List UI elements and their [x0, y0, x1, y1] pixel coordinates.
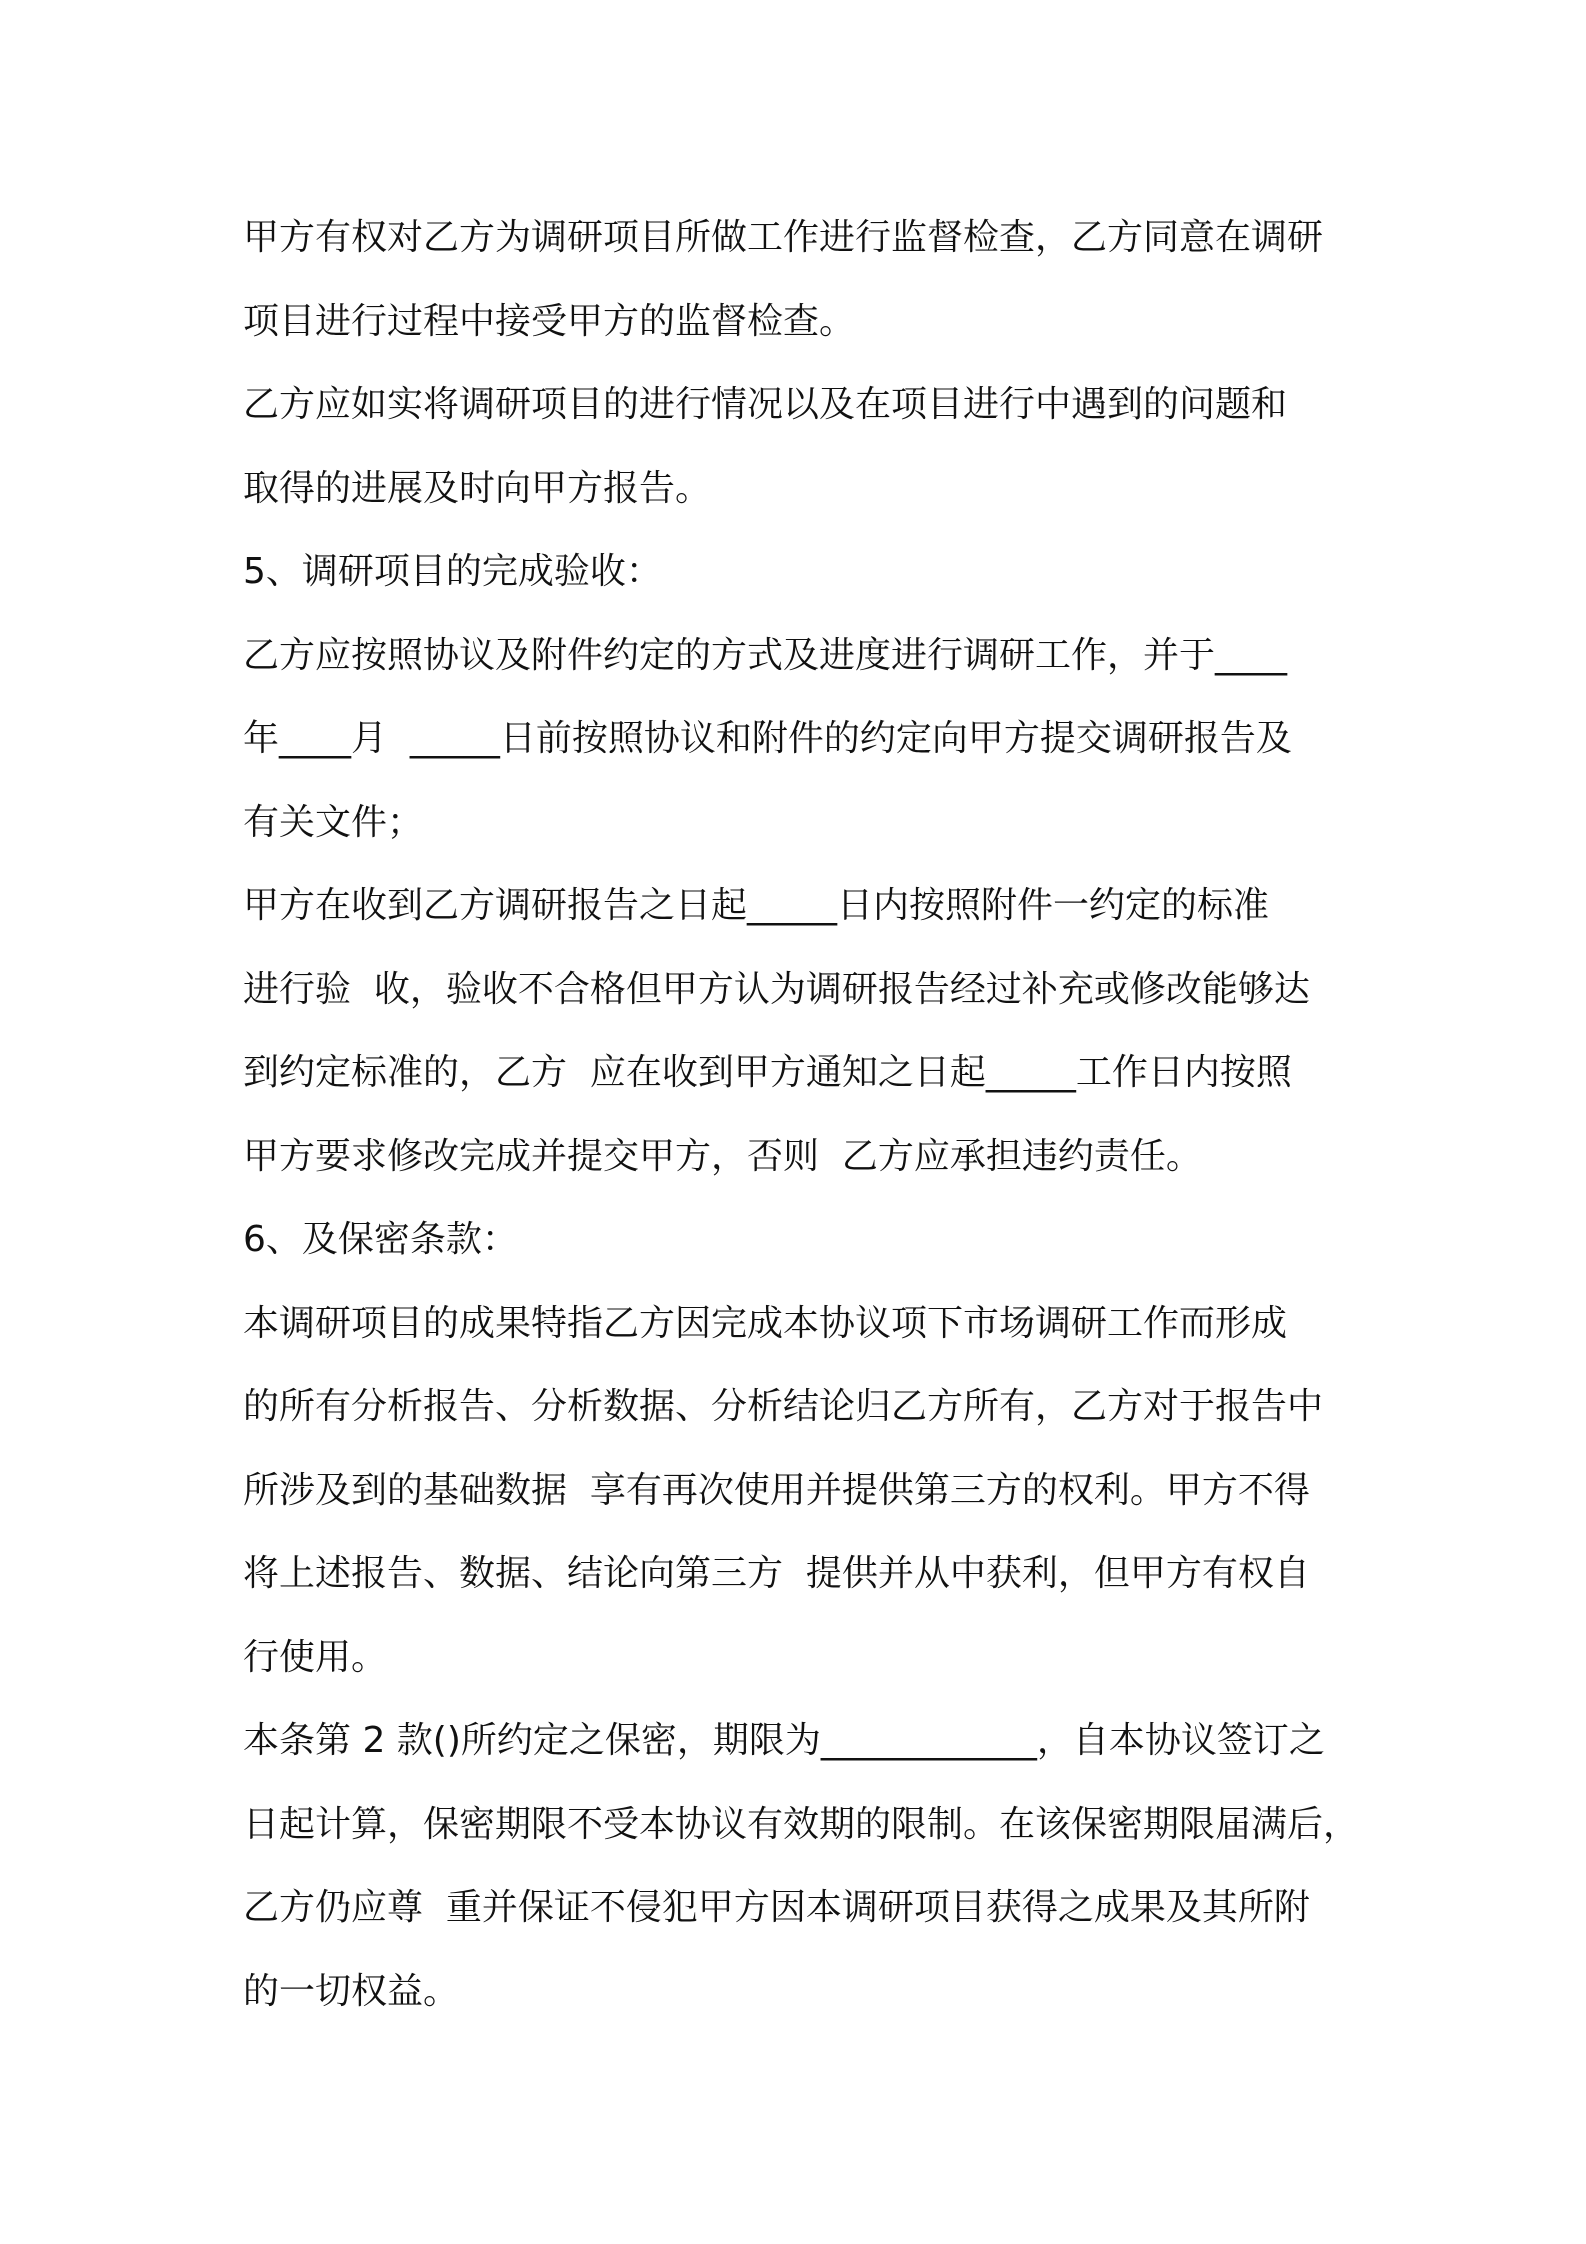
- text-line: 本调研项目的成果特指乙方因完成本协议项下市场调研工作而形成: [243, 1302, 1288, 1344]
- text-line: 乙方仍应尊 重并保证不侵犯甲方因本调研项目获得之成果及其所附: [243, 1887, 1310, 1928]
- text-line: 乙方应如实将调研项目的进行情况以及在项目进行中遇到的问题和: [243, 384, 1288, 425]
- text-line: 本条第 2 款()所约定之保密，期限为____________，自本协议签订之: [243, 1720, 1325, 1761]
- text-line: 所涉及到的基础数据 享有再次使用并提供第三方的权利。甲方不得: [243, 1469, 1310, 1511]
- text-line: 行使用。: [243, 1636, 388, 1678]
- text-line: 年____月 _____日前按照协议和附件的约定向甲方提交调研报告及: [243, 718, 1292, 759]
- text-line: 将上述报告、数据、结论向第三方 提供并从中获利，但甲方有权自: [243, 1553, 1310, 1594]
- text-line: 乙方应按照协议及附件约定的方式及进度进行调研工作，并于____: [243, 634, 1288, 676]
- section-heading-5: 5、调研项目的完成验收：: [243, 551, 662, 592]
- text-line: 日起计算，保密期限不受本协议有效期的限制。在该保密期限届满后，: [243, 1803, 1360, 1845]
- text-line: 取得的进展及时向甲方报告。: [243, 467, 712, 509]
- text-line: 有关文件；: [243, 801, 424, 843]
- section-heading-6: 6、及保密条款：: [243, 1219, 518, 1260]
- text-line: 甲方要求修改完成并提交甲方，否则 乙方应承担违约责任。: [243, 1135, 1202, 1177]
- text-line: 到约定标准的，乙方 应在收到甲方通知之日起_____工作日内按照: [243, 1052, 1292, 1093]
- text-line: 甲方有权对乙方为调研项目所做工作进行监督检查，乙方同意在调研: [243, 217, 1324, 258]
- text-line: 项目进行过程中接受甲方的监督检查。: [243, 300, 856, 342]
- text-line: 进行验 收，验收不合格但甲方认为调研报告经过补充或修改能够达: [243, 968, 1310, 1010]
- document-body: [243, 196, 1363, 2033]
- text-line: 甲方在收到乙方调研报告之日起_____日内按照附件一约定的标准: [243, 885, 1270, 926]
- text-line: 的一切权益。: [243, 1970, 460, 2012]
- text-line: 的所有分析报告、分析数据、分析结论归乙方所有，乙方对于报告中: [243, 1386, 1324, 1427]
